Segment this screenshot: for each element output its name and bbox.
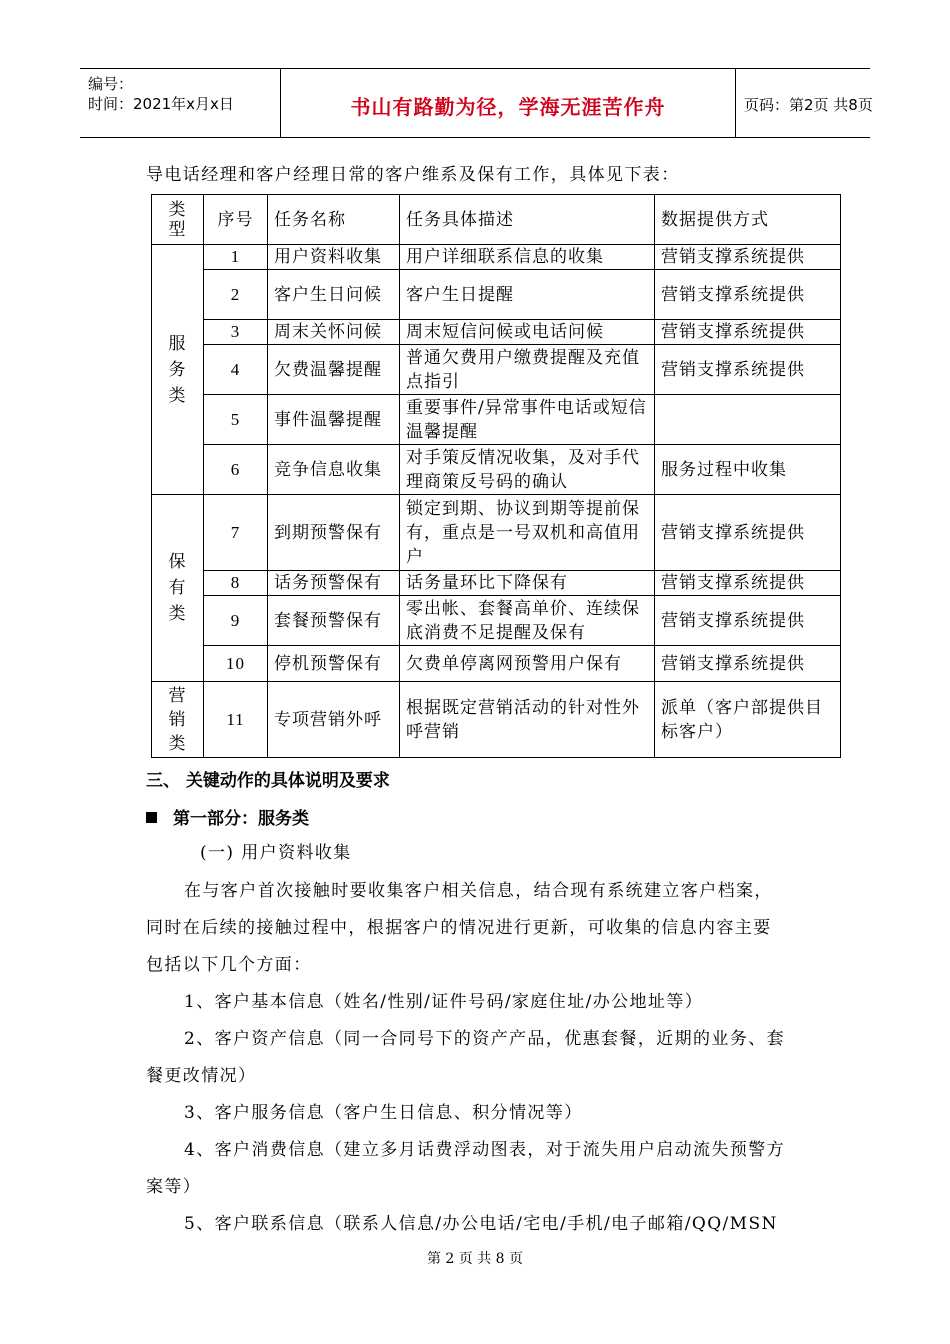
row-name: 欠费温馨提醒 bbox=[268, 345, 400, 395]
header-data-source: 数据提供方式 bbox=[655, 195, 841, 245]
row-desc: 周末短信问候或电话问候 bbox=[400, 320, 655, 345]
category-service: 服务类 bbox=[152, 245, 204, 495]
list-item-5: 5、客户联系信息（联系人信息/办公电话/宅电/手机/电子邮箱/QQ/MSN bbox=[184, 1214, 778, 1234]
header-task-name: 任务名称 bbox=[268, 195, 400, 245]
body-para-1-line-3: 包括以下几个方面： bbox=[146, 955, 312, 975]
row-name: 套餐预警保有 bbox=[268, 596, 400, 646]
row-desc: 重要事件/异常事件电话或短信温馨提醒 bbox=[400, 395, 655, 445]
header-meta-cell bbox=[80, 69, 281, 137]
table-row bbox=[152, 445, 841, 495]
page-header bbox=[80, 68, 873, 138]
row-num: 4 bbox=[204, 345, 268, 395]
row-source bbox=[655, 395, 841, 445]
row-desc: 欠费单停离网预警用户保有 bbox=[400, 646, 655, 682]
row-num: 9 bbox=[204, 596, 268, 646]
body-para-1-line-2: 同时在后续的接触过程中，根据客户的情况进行更新，可收集的信息内容主要 bbox=[146, 918, 772, 938]
row-source: 营销支撑系统提供 bbox=[655, 571, 841, 596]
header-motto-cell bbox=[281, 69, 736, 137]
table-row bbox=[152, 345, 841, 395]
row-desc: 根据既定营销活动的针对性外呼营销 bbox=[400, 682, 655, 758]
row-num: 3 bbox=[204, 320, 268, 345]
table-row bbox=[152, 596, 841, 646]
row-num: 1 bbox=[204, 245, 268, 270]
row-num: 6 bbox=[204, 445, 268, 495]
row-name: 话务预警保有 bbox=[268, 571, 400, 596]
document-number-label: 编号： bbox=[88, 75, 134, 93]
header-page-number: 页码：第2页 共8页 bbox=[744, 96, 873, 114]
row-source: 服务过程中收集 bbox=[655, 445, 841, 495]
row-name: 竞争信息收集 bbox=[268, 445, 400, 495]
row-source: 营销支撑系统提供 bbox=[655, 345, 841, 395]
part-1-heading: 第一部分：服务类 bbox=[146, 804, 309, 829]
row-source: 营销支撑系统提供 bbox=[655, 245, 841, 270]
header-seq: 序号 bbox=[204, 195, 268, 245]
category-marketing: 营销类 bbox=[152, 682, 204, 758]
list-item-2-line-2: 餐更改情况） bbox=[146, 1066, 257, 1086]
row-name: 用户资料收集 bbox=[268, 245, 400, 270]
section-3-heading: 三、 关键动作的具体说明及要求 bbox=[146, 771, 390, 791]
row-source: 营销支撑系统提供 bbox=[655, 495, 841, 571]
row-num: 10 bbox=[204, 646, 268, 682]
table-row bbox=[152, 320, 841, 345]
intro-text: 导电话经理和客户经理日常的客户维系及保有工作，具体见下表： bbox=[146, 165, 680, 185]
row-source: 营销支撑系统提供 bbox=[655, 646, 841, 682]
header-page-cell bbox=[736, 69, 873, 137]
document-date-label: 时间：2021年x月x日 bbox=[88, 95, 234, 113]
table-row bbox=[152, 571, 841, 596]
row-name: 周末关怀问候 bbox=[268, 320, 400, 345]
row-name: 停机预警保有 bbox=[268, 646, 400, 682]
row-source: 营销支撑系统提供 bbox=[655, 320, 841, 345]
list-item-4-line-2: 案等） bbox=[146, 1177, 202, 1197]
row-name: 事件温馨提醒 bbox=[268, 395, 400, 445]
header-task-desc: 任务具体描述 bbox=[400, 195, 655, 245]
row-desc: 普通欠费用户缴费提醒及充值点指引 bbox=[400, 345, 655, 395]
square-bullet-icon bbox=[146, 812, 157, 823]
row-num: 5 bbox=[204, 395, 268, 445]
list-item-2-line-1: 2、客户资产信息（同一合同号下的资产产品，优惠套餐，近期的业务、套 bbox=[184, 1029, 786, 1049]
row-desc: 零出帐、套餐高单价、连续保底消费不足提醒及保有 bbox=[400, 596, 655, 646]
table-row bbox=[152, 270, 841, 320]
subsection-1-heading: (一) 用户资料收集 bbox=[200, 843, 352, 863]
row-name: 到期预警保有 bbox=[268, 495, 400, 571]
row-desc: 用户详细联系信息的收集 bbox=[400, 245, 655, 270]
row-num: 7 bbox=[204, 495, 268, 571]
row-desc: 话务量环比下降保有 bbox=[400, 571, 655, 596]
list-item-1: 1、客户基本信息（姓名/性别/证件号码/家庭住址/办公地址等） bbox=[184, 992, 704, 1012]
row-desc: 对手策反情况收集，及对手代理商策反号码的确认 bbox=[400, 445, 655, 495]
table-header-row bbox=[152, 195, 841, 245]
row-num: 8 bbox=[204, 571, 268, 596]
row-desc: 锁定到期、协议到期等提前保有，重点是一号双机和高值用户 bbox=[400, 495, 655, 571]
list-item-3: 3、客户服务信息（客户生日信息、积分情况等） bbox=[184, 1103, 583, 1123]
row-desc: 客户生日提醒 bbox=[400, 270, 655, 320]
row-source: 营销支撑系统提供 bbox=[655, 596, 841, 646]
body-para-1-line-1: 在与客户首次接触时要收集客户相关信息，结合现有系统建立客户档案， bbox=[184, 881, 773, 901]
row-source: 营销支撑系统提供 bbox=[655, 270, 841, 320]
table-row bbox=[152, 395, 841, 445]
header-type: 类型 bbox=[152, 195, 204, 245]
table-row bbox=[152, 245, 841, 270]
table-row bbox=[152, 646, 841, 682]
task-table bbox=[151, 194, 841, 758]
row-name: 客户生日问候 bbox=[268, 270, 400, 320]
row-name: 专项营销外呼 bbox=[268, 682, 400, 758]
header-motto: 书山有路勤为径，学海无涯苦作舟 bbox=[350, 95, 666, 119]
row-source: 派单（客户部提供目标客户） bbox=[655, 682, 841, 758]
category-retention: 保有类 bbox=[152, 495, 204, 682]
table-row bbox=[152, 495, 841, 571]
table-row bbox=[152, 682, 841, 758]
list-item-4-line-1: 4、客户消费信息（建立多月话费浮动图表，对于流失用户启动流失预警方 bbox=[184, 1140, 786, 1160]
row-num: 11 bbox=[204, 682, 268, 758]
page-footer: 第 2 页 共 8 页 bbox=[426, 1251, 524, 1267]
row-num: 2 bbox=[204, 270, 268, 320]
